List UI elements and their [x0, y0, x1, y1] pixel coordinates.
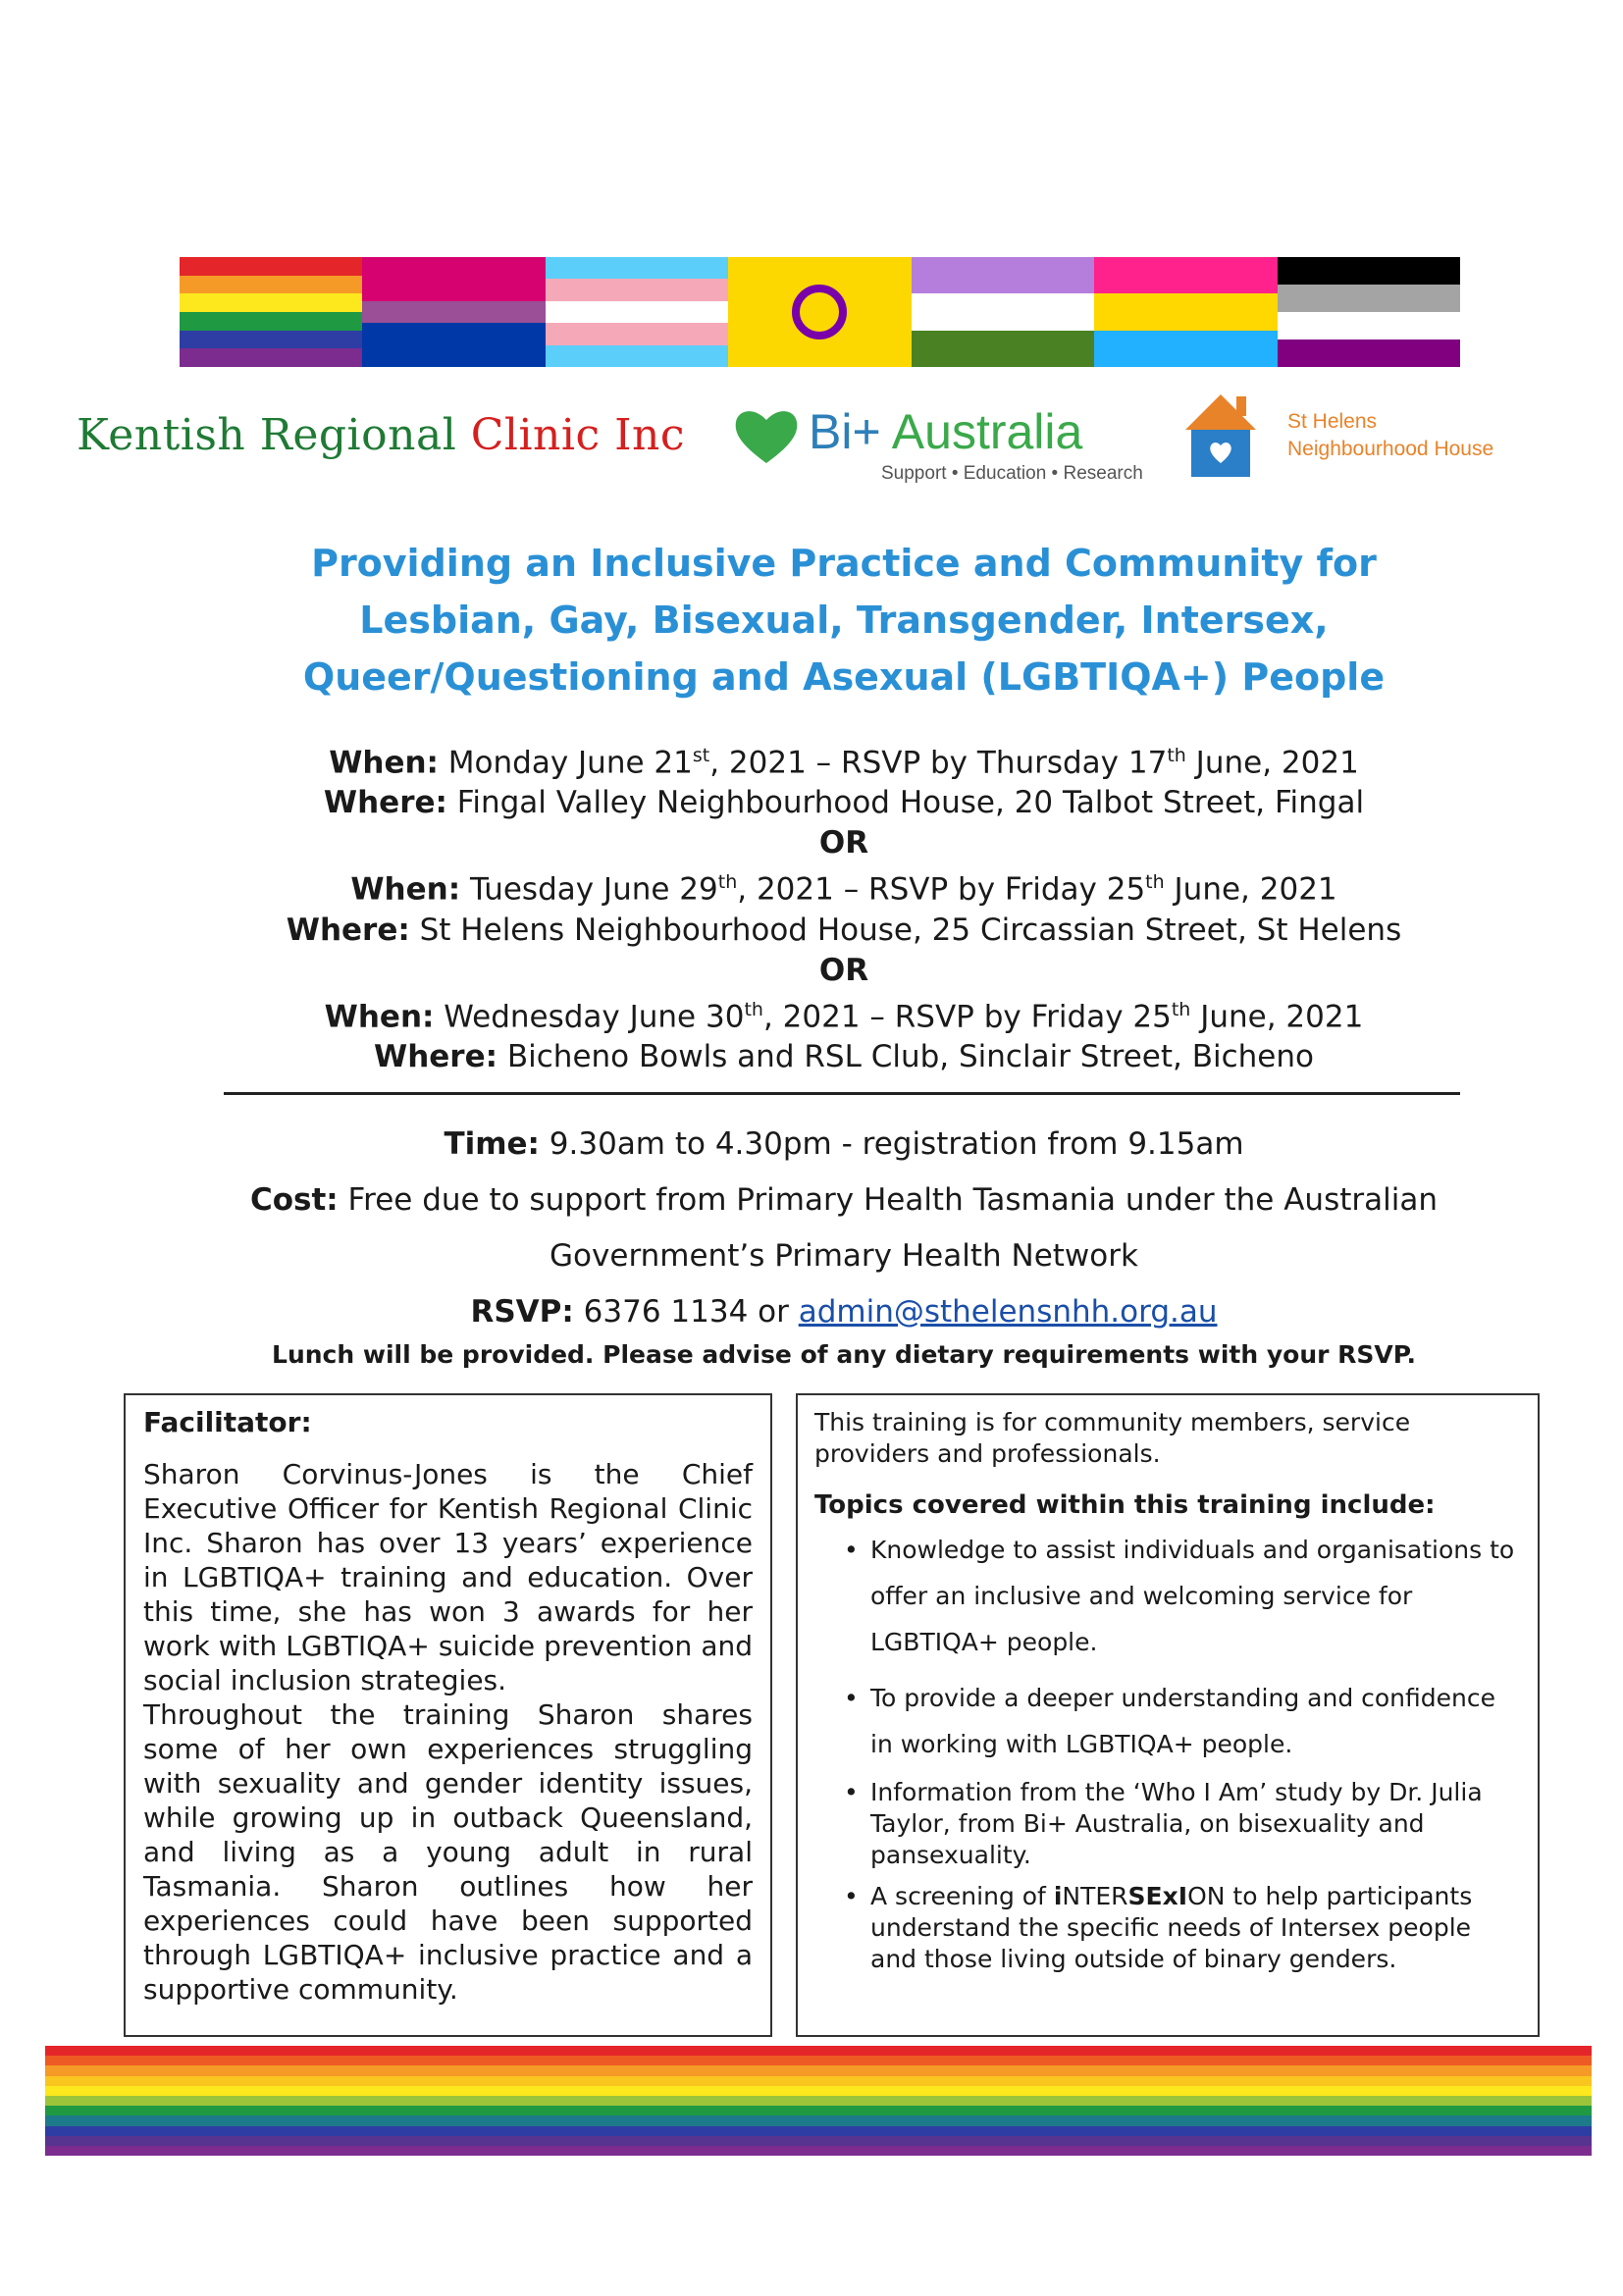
flag-stripe	[180, 257, 362, 276]
list-item: • Knowledge to assist individuals and organisations to offer an inclusive and welcoming service for LGBTIQA+ people.	[814, 1527, 1522, 1665]
rainbow-stripe	[45, 2106, 1592, 2115]
bi-australia-logo	[732, 404, 1143, 485]
kentish-logo-text-red: Clinic Inc	[470, 410, 685, 460]
flag-stripe	[180, 312, 362, 331]
facilitator-heading: Facilitator:	[143, 1406, 312, 1438]
lunch-note: Lunch will be provided. Please advise of any dietary requirements with your RSVP.	[272, 1340, 1416, 1369]
flag-stripe	[546, 279, 728, 300]
st-helens-neighbourhood-house-logo	[1183, 391, 1493, 481]
topics-box	[796, 1393, 1540, 2037]
flag-stripe	[180, 331, 362, 349]
flag-stripe	[912, 331, 1094, 367]
event-where: Where: Bicheno Bowls and RSL Club, Sinclair Street, Bicheno	[374, 1038, 1314, 1074]
event-info	[147, 1117, 1541, 1340]
bi-australia-tagline: Support • Education • Research	[881, 463, 1143, 484]
flag-stripe	[1278, 285, 1460, 312]
list-item: • A screening of iNTERSExION to help participants understand the specific needs of Intersex people and those living outside of binary genders.	[814, 1881, 1522, 1975]
rainbow-stripe	[45, 2056, 1592, 2065]
kentish-regional-clinic-logo	[77, 410, 685, 460]
event-where: Where: St Helens Neighbourhood House, 25 Circassian Street, St Helens	[286, 912, 1402, 948]
title-line-3: Queer/Questioning and Asexual (LGBTIQA+) People	[302, 655, 1386, 699]
flag-stripe	[362, 301, 545, 323]
flag-stripe	[912, 293, 1094, 330]
topics-list	[814, 1527, 1522, 1975]
bisexual-flag	[362, 257, 545, 367]
heart-icon	[732, 404, 801, 467]
pansexual-flag	[1094, 257, 1277, 367]
st-helens-line1: St Helens	[1287, 410, 1378, 433]
flag-stripe	[546, 345, 728, 367]
topics-heading: Topics covered within this training include:	[814, 1490, 1436, 1520]
rainbow-stripe	[45, 2096, 1592, 2106]
event-sessions	[147, 736, 1541, 1077]
flag-stripe	[1278, 257, 1460, 285]
house-icon	[1183, 391, 1258, 481]
rainbow-footer-band	[45, 2046, 1592, 2156]
facilitator-bio: Sharon Corvinus-Jones is the Chief Executive Officer for Kentish Regional Clinic Inc. Sharon has over 13 years’ experience in LGBTIQA+ training and education. Over this time, she has won 3 awards for her work with LGBTIQA+ suicide prevention and social inclusion strategies.	[143, 1458, 753, 1696]
pride-flags-banner	[180, 257, 1460, 367]
flag-stripe	[362, 323, 545, 344]
rainbow-stripe	[45, 2136, 1592, 2146]
list-item: • To provide a deeper understanding and confidence in working with LGBTIQA+ people.	[814, 1675, 1522, 1767]
facilitator-box	[124, 1393, 772, 2037]
flag-stripe	[362, 345, 545, 367]
audience-note: This training is for community members, service providers and professionals.	[814, 1408, 1411, 1468]
bi-australia-name: Bi+ Australia	[809, 404, 1083, 459]
flag-stripe	[1094, 331, 1277, 367]
rsvp-line: RSVP: 6376 1134 or admin@sthelensnhh.org.au	[470, 1294, 1218, 1330]
flag-stripe	[546, 257, 728, 279]
list-item: • Information from the ‘Who I Am’ study by Dr. Julia Taylor, from Bi+ Australia, on bisexuality and pansexuality.	[814, 1777, 1522, 1871]
flag-stripe	[912, 257, 1094, 293]
rainbow-stripe	[45, 2086, 1592, 2096]
facilitator-story: Throughout the training Sharon shares some of her own experiences struggling with sexuality and gender identity issues, while growing up in outback Queensland, and living as a young adult in rural Tasmania. Sharon outlines how her experiences could have been supported through LGBTIQA+ inclusive practice and a supportive community.	[143, 1698, 753, 2006]
flag-stripe	[546, 301, 728, 323]
asexual-flag	[1278, 257, 1460, 367]
flag-stripe	[180, 293, 362, 312]
title-line-1: Providing an Inclusive Practice and Community for	[311, 542, 1377, 585]
page-title	[147, 535, 1541, 705]
cost-line-2: Government’s Primary Health Network	[550, 1238, 1138, 1274]
flag-stripe	[1094, 257, 1277, 293]
or-separator: OR	[818, 952, 869, 988]
rainbow-stripe	[45, 2126, 1592, 2136]
flag-stripe	[362, 257, 545, 279]
title-line-2: Lesbian, Gay, Bisexual, Transgender, Intersex,	[359, 599, 1329, 642]
intersex-flag	[728, 257, 911, 367]
flag-stripe	[180, 276, 362, 294]
event-when: When: Monday June 21st, 2021 – RSVP by Thursday 17th June, 2021	[329, 745, 1359, 781]
rainbow-flag	[180, 257, 362, 367]
flag-stripe	[1094, 293, 1277, 330]
rainbow-stripe	[45, 2046, 1592, 2056]
cost-line: Cost: Free due to support from Primary Health Tasmania under the Australian	[249, 1182, 1438, 1218]
time-line: Time: 9.30am to 4.30pm - registration from 9.15am	[444, 1126, 1244, 1162]
rainbow-stripe	[45, 2115, 1592, 2125]
genderqueer-flag	[912, 257, 1094, 367]
rsvp-email-link[interactable]: admin@sthelensnhh.org.au	[798, 1294, 1218, 1330]
event-when: When: Tuesday June 29th, 2021 – RSVP by Friday 25th June, 2021	[350, 871, 1337, 908]
event-when: When: Wednesday June 30th, 2021 – RSVP by Friday 25th June, 2021	[324, 998, 1364, 1034]
flag-stripe	[1278, 312, 1460, 339]
flag-stripe	[362, 279, 545, 300]
transgender-flag	[546, 257, 728, 367]
flag-stripe	[1278, 339, 1460, 367]
kentish-logo-text: Kentish Regional	[77, 410, 471, 460]
event-where: Where: Fingal Valley Neighbourhood House, 20 Talbot Street, Fingal	[323, 785, 1365, 821]
flag-stripe	[180, 348, 362, 367]
or-separator: OR	[818, 825, 869, 861]
rainbow-stripe	[45, 2146, 1592, 2156]
divider	[224, 1092, 1460, 1095]
flag-stripe	[546, 323, 728, 344]
st-helens-line2: Neighbourhood House	[1287, 438, 1494, 460]
rainbow-stripe	[45, 2065, 1592, 2075]
rainbow-stripe	[45, 2076, 1592, 2086]
intersex-ring-icon	[792, 285, 847, 339]
